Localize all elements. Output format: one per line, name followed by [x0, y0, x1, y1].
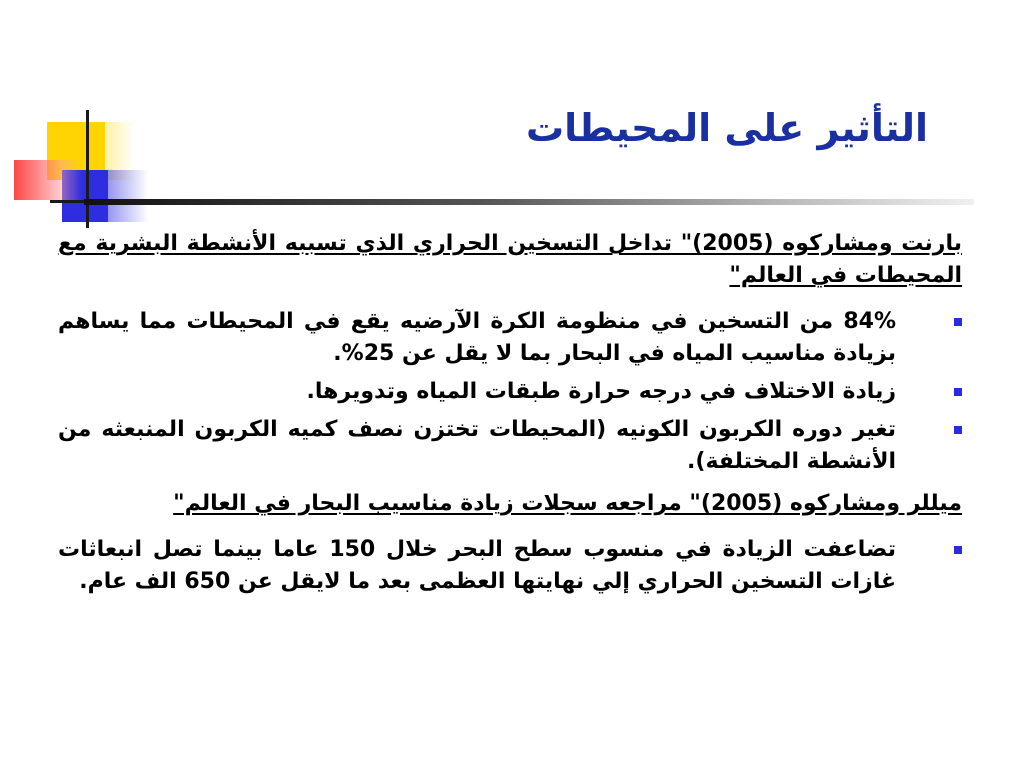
bullet-text: زيادة الاختلاف في درجه حرارة طبقات المياه وتدويرها.: [306, 379, 896, 404]
slide-title: التأثير على المحيطات: [525, 106, 928, 150]
bullet-item: [58, 414, 962, 478]
bullet-text: تغير دوره الكربون الكونيه (المحيطات تختزن نصف كميه الكربون المنبعثه من الأنشطة المختلفة).: [58, 417, 896, 474]
title-underline-rule: [84, 199, 974, 205]
square-bullet-icon: [954, 546, 962, 554]
bullet-item: [58, 306, 962, 370]
slide-body: [58, 228, 962, 604]
section-heading-barnett: بارنت ومشاركوه (2005)" تداخل التسخين الحراري الذي تسببه الأنشطة البشرية مع المحيطات في العالم": [58, 231, 962, 288]
decor-red-bar: [14, 160, 82, 200]
bullet-text: تضاعفت الزيادة في منسوب سطح البحر خلال 150 عاما بينما تصل انبعاثات غازات التسخين الحراري إلي نهايتها العظمى بعد ما لايقل عن 650 الف عام.: [58, 537, 896, 594]
section-heading-miller: ميللر ومشاركوه (2005)" مراجعه سجلات زيادة مناسيب البحار في العالم": [173, 491, 962, 516]
square-bullet-icon: [954, 426, 962, 434]
bullet-text: 84% من التسخين في منظومة الكرة الآرضيه يقع في المحيطات مما يساهم بزيادة مناسيب المياه في البحار بما لا يقل عن 25%.: [58, 309, 896, 366]
decor-vertical-line: [86, 110, 89, 228]
square-bullet-icon: [954, 318, 962, 326]
bullet-item: [58, 534, 962, 598]
bullet-item: [58, 376, 962, 408]
square-bullet-icon: [954, 388, 962, 396]
decor-blue-fade: [108, 170, 148, 222]
